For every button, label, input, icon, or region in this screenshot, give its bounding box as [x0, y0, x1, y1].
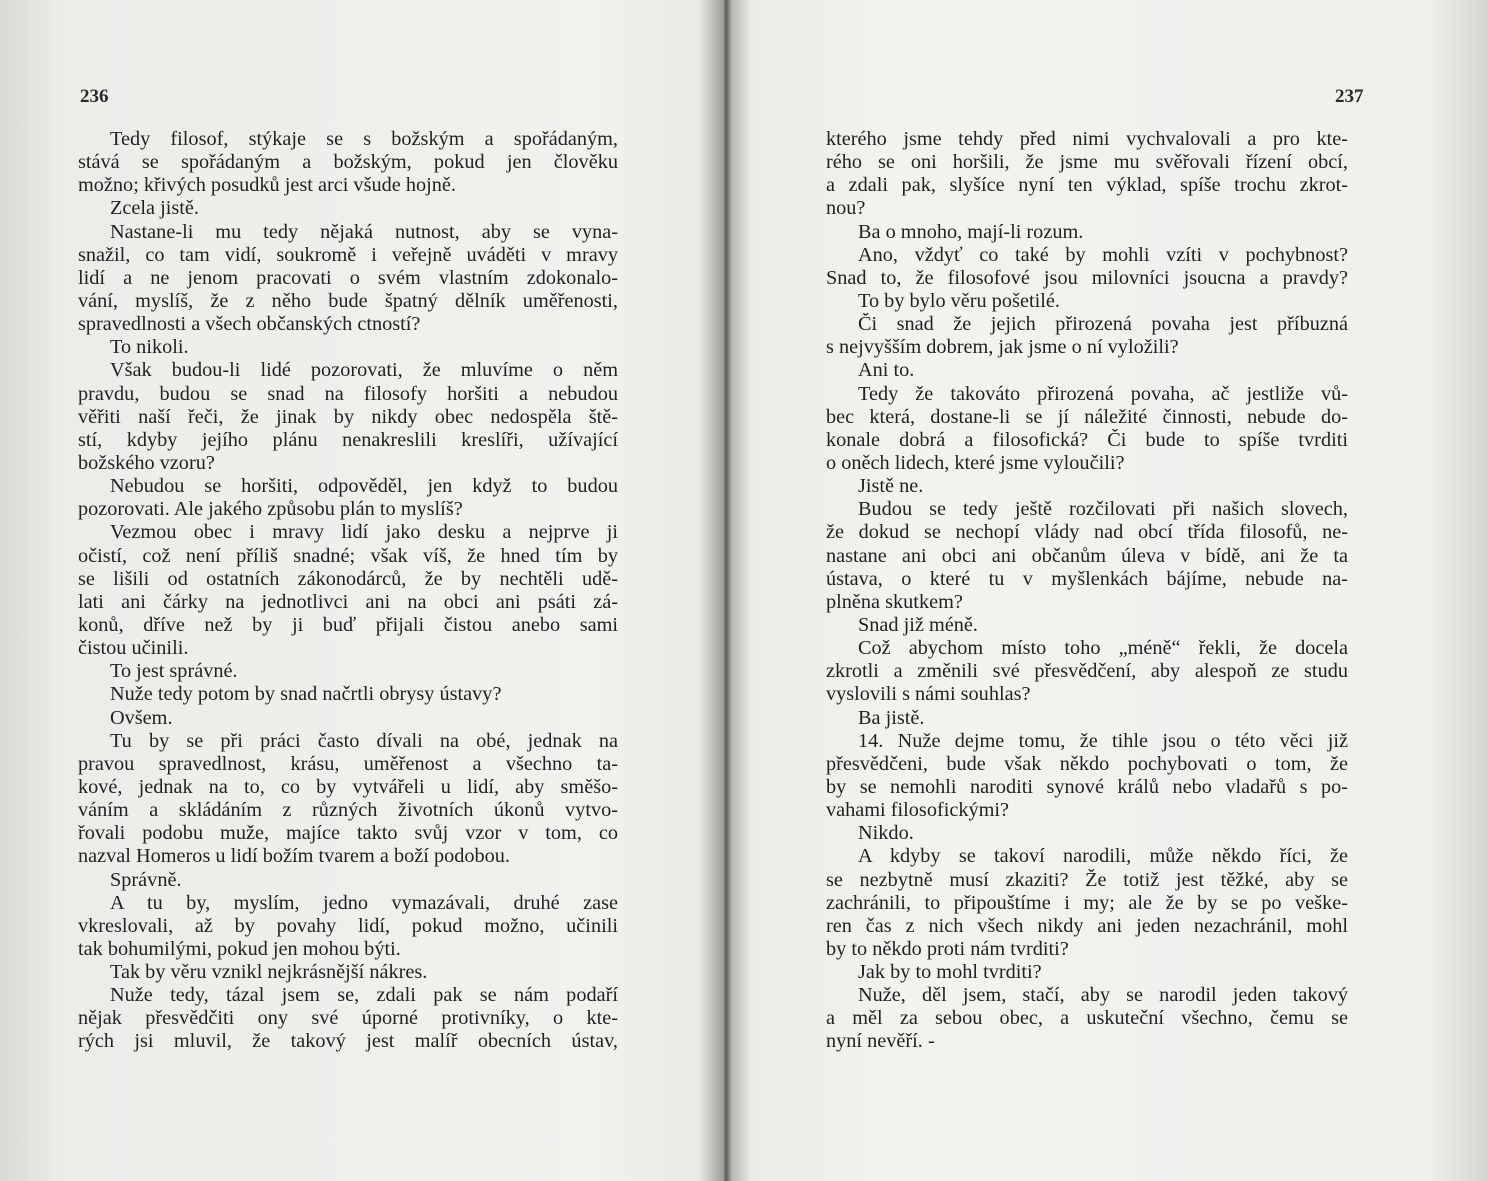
text-line: stává se spořádaným a božským, pokud jen člověku [78, 151, 618, 174]
text-line: Ba o mnoho, mají-li rozum. [858, 220, 1084, 243]
text-line: bec která, dostane-li se jí náležité činnosti, nebude do- [826, 405, 1348, 428]
text-line: A tu by, myslím, jedno vymazávali, druhé zase [110, 891, 618, 914]
text-line: vání, myslíš, že z něho bude špatný dělník uměřenosti, [78, 289, 618, 312]
text-line: možno; křivých posudků jest arci všude hojně. [78, 174, 456, 197]
text-line: čistou učinili. [78, 637, 189, 660]
text-line: Snad již méně. [858, 613, 978, 636]
right-page [730, 0, 1488, 1181]
text-line: Nuže tedy, tázal jsem se, zdali pak se nám podaří [110, 984, 618, 1007]
text-line: vkreslovali, až by povahy lidí, pokud možno, učinili [78, 914, 618, 937]
text-line: lati ani čárky na jednotlivci ani na obci ani psáti zá- [78, 590, 618, 613]
text-line: Tu by se při práci často dívali na obé, jednak na [110, 729, 618, 752]
text-line: vahami filosofickými? [826, 799, 1010, 822]
text-line: Vezmou obec i mravy lidí jako desku a nejprve ji [110, 521, 618, 544]
text-line: stí, kdyby jejího plánu nenakreslili kreslíři, užívající [78, 428, 618, 451]
text-line: přesvědčeni, bude však někdo pochybovati o tom, že [826, 752, 1348, 775]
text-line: lidí a ne jenom pracovati o svém vlastním zdokonalo- [78, 266, 618, 289]
text-line: plněna skutkem? [826, 590, 963, 613]
text-line: Nuže tedy potom by snad načrtli obrysy ústavy? [110, 683, 502, 706]
text-line: pravdu, budou se snad na filosofy horšiti a nebudou [78, 382, 618, 405]
text-line: věřiti naší řeči, že jinak by nikdy obec nedospěla ště- [78, 405, 618, 428]
text-line: Jak by to mohl tvrditi? [858, 961, 1042, 984]
text-line: Ovšem. [110, 706, 173, 729]
text-line: Což abychom místo toho „méně“ řekli, že docela [858, 637, 1348, 660]
text-line: Nuže, děl jsem, stačí, aby se narodil jeden takový [858, 984, 1348, 1007]
text-line: by to někdo proti nám tvrditi? [826, 937, 1069, 960]
text-line: nějak přesvědčiti ony své úporné protivníky, o kte- [78, 1007, 618, 1030]
text-line: ren čas z nich všech nikdy ani jeden nezachránil, mohl [826, 914, 1348, 937]
left-page [0, 0, 718, 1181]
text-line: řovali podobu muže, majíce takto svůj vzor v tom, co [78, 822, 618, 845]
text-line: Snad to, že filosofové jsou milovníci jsoucna a pravdy? [826, 266, 1348, 289]
right-page-text [826, 128, 1348, 1054]
text-line: To nikoli. [110, 336, 189, 359]
text-line: zkrotli a změnili své přesvědčení, aby alespoň ze studu [826, 660, 1348, 683]
page-number-left: 236 [80, 86, 109, 107]
text-line: by se nemohli naroditi synové králů nebo vladařů s po- [826, 775, 1348, 798]
text-line: Ani to. [858, 359, 915, 382]
text-line: Zcela jistě. [110, 197, 199, 220]
text-line: nazval Homeros u lidí božím tvarem a boží podobou. [78, 845, 510, 868]
text-line: zachránili, to připouštíme i my; ale že by se po veške- [826, 891, 1348, 914]
text-line: Ba jistě. [858, 706, 925, 729]
text-line: Ano, vždyť co také by mohli vzíti v pochybnost? [858, 243, 1348, 266]
text-line: konů, dříve než by ji buď přijali čistou anebo sami [78, 613, 618, 636]
text-line: spravedlnosti a všech občanských ctností? [78, 313, 421, 336]
text-line: a zdali pak, slyšíce nyní ten výklad, spíše trochu zkrot- [826, 174, 1348, 197]
text-line: rých jsi mluvil, že takový jest malíř obecních ústav, [78, 1030, 618, 1053]
page-number-right: 237 [1335, 86, 1364, 107]
text-line: vyslovili s námi souhlas? [826, 683, 1031, 706]
text-line: se nezbytně musí zkaziti? Že totiž jest těžké, aby se [826, 868, 1348, 891]
text-line: o oněch lidech, které jsme vyloučili? [826, 451, 1125, 474]
text-line: snažil, co tam vidí, soukromě i veřejně uváděti v mravy [78, 243, 618, 266]
text-line: rého se oni horšili, že jsme mu svěřovali řízení obcí, [826, 151, 1348, 174]
text-line: Tedy filosof, stýkaje se s božským a spořádaným, [110, 128, 618, 150]
text-line: Nebudou se horšiti, odpověděl, jen když to budou [110, 475, 618, 498]
text-line: A kdyby se takoví narodili, může někdo říci, že [858, 845, 1348, 868]
text-line: se lišili od ostatních zákonodárců, že by nechtěli udě- [78, 567, 618, 590]
text-line: Tak by věru vznikl nejkrásnější nákres. [110, 961, 428, 984]
text-line: božského vzoru? [78, 451, 215, 474]
text-line: kové, jednak na to, co by vytvářeli u lidí, aby směšo- [78, 775, 618, 798]
text-line: nyní nevěří. - [826, 1030, 935, 1053]
text-line: Však budou-li lidé pozorovati, že mluvíme o něm [110, 359, 618, 382]
text-line: Jistě ne. [858, 475, 924, 498]
text-line: To jest správné. [110, 660, 238, 683]
text-line: očistí, což není příliš snadné; však víš, že hned tím by [78, 544, 618, 567]
text-line: 14. Nuže dejme tomu, že tihle jsou o této věci již [858, 729, 1348, 752]
text-line: Tedy že takováto přirozená povaha, ač jestliže vů- [858, 382, 1348, 405]
text-line: váním a skládáním z různých životních úkonů vytvo- [78, 799, 618, 822]
text-line: nou? [826, 197, 866, 220]
text-line: tak bohumilými, pokud jen mohou býti. [78, 937, 401, 960]
text-line: ústava, o které tu v myšlenkách bájíme, nebude na- [826, 567, 1348, 590]
text-line: kterého jsme tehdy před nimi vychvalovali a pro kte- [826, 128, 1348, 150]
text-line: pozorovati. Ale jakého způsobu plán to myslíš? [78, 498, 463, 521]
text-line: Budou se tedy ještě rozčilovati při našich slovech, [858, 498, 1348, 521]
text-line: nastane ani obci ani občanům úleva v bídě, ani že ta [826, 544, 1348, 567]
text-line: To by bylo věru pošetilé. [858, 289, 1060, 312]
text-line: Nastane-li mu tedy nějaká nutnost, aby se vyna- [110, 220, 618, 243]
text-line: pravou spravedlnost, krásu, uměřenost a všechno ta- [78, 752, 618, 775]
text-line: Nikdo. [858, 822, 914, 845]
text-line: Či snad že jejich přirozená povaha jest příbuzná [858, 313, 1348, 336]
left-page-text [78, 128, 618, 1054]
text-line: že dokud se nechopí vlády nad obcí třída filosofů, ne- [826, 521, 1348, 544]
text-line: konale dobrá a filosofická? Či bude to spíše tvrditi [826, 428, 1348, 451]
text-line: a měl za sebou obec, a uskuteční všechno, čemu se [826, 1007, 1348, 1030]
text-line: Správně. [110, 868, 182, 891]
text-line: s nejvyšším dobrem, jak jsme o ní vyložili? [826, 336, 1179, 359]
